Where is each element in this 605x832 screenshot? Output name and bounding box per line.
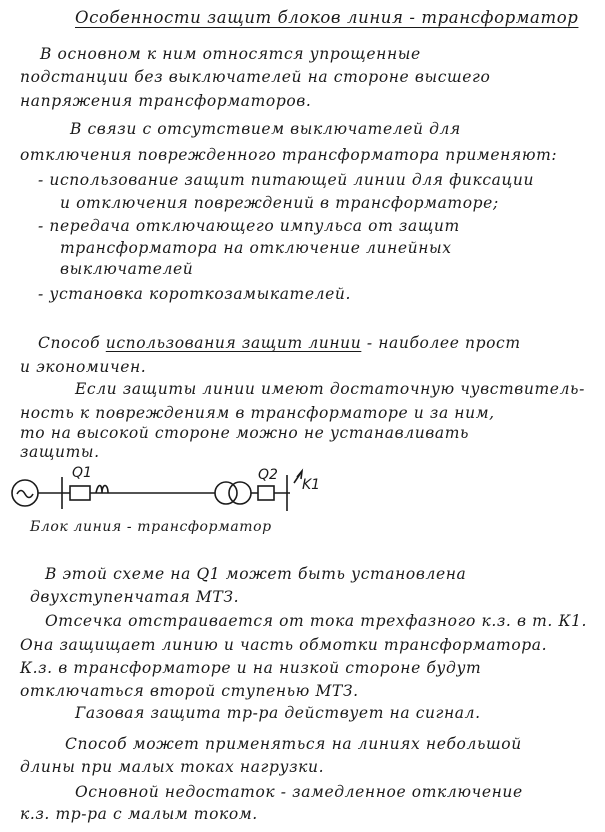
paragraph-6-line-2: Она защищает линию и часть обмотки трансформатора. bbox=[20, 636, 548, 654]
q1-label: Q1 bbox=[72, 465, 92, 481]
paragraph-8-line-2: длины при малых токах нагрузки. bbox=[20, 758, 325, 776]
paragraph-3-post: - наиболее прост bbox=[361, 334, 521, 352]
bullet-2-line-2: трансформатора на отключение линейных bbox=[60, 239, 452, 257]
bullet-1-line-2: и отключения повреждений в трансформаторе; bbox=[60, 194, 499, 212]
breaker-q1-icon bbox=[70, 486, 90, 500]
paragraph-2-line-1: В связи с отсутствием выключателей для bbox=[70, 120, 461, 138]
diagram-caption: Блок линия - трансформатор bbox=[30, 519, 272, 535]
paragraph-1-line-3: напряжения трансформаторов. bbox=[20, 92, 312, 110]
paragraph-3-line-2: и экономичен. bbox=[20, 358, 147, 376]
paragraph-2-line-2: отключения поврежденного трансформатора применяют: bbox=[20, 146, 558, 164]
k1-label: K1 bbox=[302, 477, 321, 493]
breaker-q2-icon bbox=[258, 486, 274, 500]
paragraph-4-line-4: защиты. bbox=[20, 443, 100, 461]
paragraph-6-line-1: Отсечка отстраивается от тока трехфазного к.з. в т. К1. bbox=[45, 612, 588, 630]
paragraph-9-line-1: Основной недостаток - замедленное отключение bbox=[75, 783, 523, 801]
paragraph-6-line-3: К.з. в трансформаторе и на низкой стороне будут bbox=[20, 659, 482, 677]
transformer-winding-1-icon bbox=[215, 482, 237, 504]
paragraph-5-line-1: В этой схеме на Q1 может быть установлена bbox=[45, 565, 467, 583]
q2-label: Q2 bbox=[258, 467, 278, 483]
paragraph-5-line-2: двухступенчатая МТЗ. bbox=[30, 588, 240, 606]
paragraph-4-line-2: ность к повреждениям в трансформаторе и за ним, bbox=[20, 404, 495, 422]
paragraph-4-line-1: Если защиты линии имеют достаточную чувствитель- bbox=[75, 380, 585, 398]
paragraph-3-pre: Способ bbox=[38, 334, 106, 352]
bullet-2-line-1: - передача отключающего импульса от защит bbox=[38, 217, 460, 235]
bullet-2-line-3: выключателей bbox=[60, 260, 194, 278]
page-title: Особенности защит блоков линия - трансформатор bbox=[75, 8, 579, 27]
paragraph-6-line-4: отключаться второй ступенью МТЗ. bbox=[20, 682, 359, 700]
bullet-3-line-1: - установка короткозамыкателей. bbox=[38, 285, 351, 303]
current-transformer-icon bbox=[96, 486, 108, 494]
paragraph-7: Газовая защита тр-ра действует на сигнал. bbox=[75, 704, 481, 722]
generator-tilde-icon bbox=[17, 491, 33, 498]
paragraph-3-line-1 bbox=[38, 336, 521, 352]
paragraph-1-line-1: В основном к ним относятся упрощенные bbox=[40, 45, 421, 63]
paragraph-4-line-3: то на высокой стороне можно не устанавливать bbox=[20, 424, 470, 442]
bullet-1-line-1: - использование защит питающей линии для фиксации bbox=[38, 171, 535, 189]
paragraph-1-line-2: подстанции без выключателей на стороне высшего bbox=[20, 68, 491, 86]
paragraph-8-line-1: Способ может применяться на линиях небольшой bbox=[65, 735, 522, 753]
paragraph-3-underlined: использования защит линии bbox=[105, 334, 362, 352]
paragraph-9-line-2: к.з. тр-ра с малым током. bbox=[20, 805, 258, 823]
